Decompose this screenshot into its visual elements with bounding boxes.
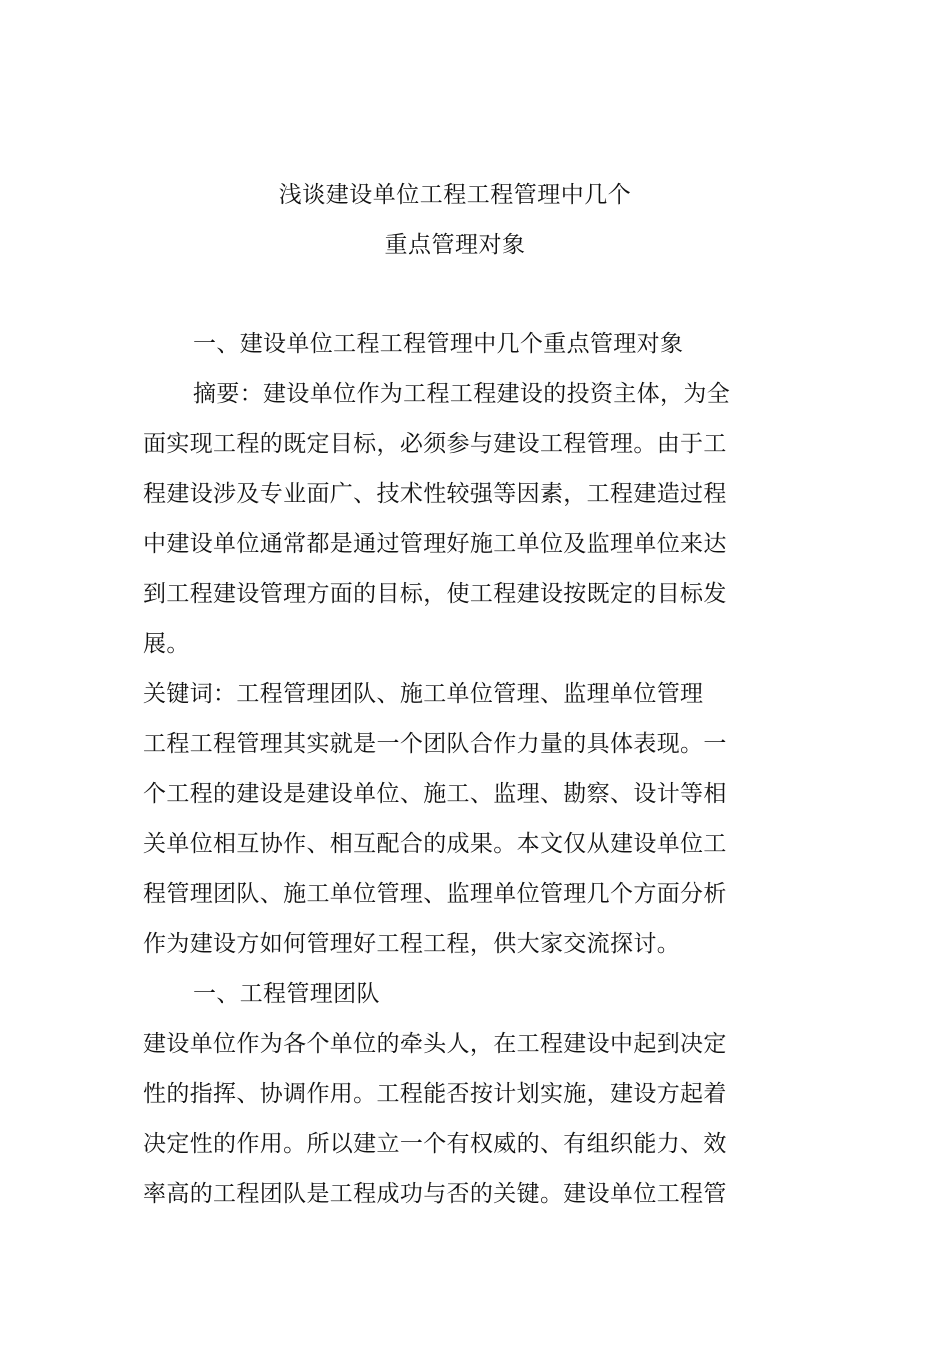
section-1-line: 性的指挥、协调作用。工程能否按计划实施，建设方起着	[143, 1081, 727, 1107]
abstract-line: 中建设单位通常都是通过管理好施工单位及监理单位来达	[143, 531, 727, 557]
abstract-line: 摘要：建设单位作为工程工程建设的投资主体，为全	[193, 381, 731, 407]
intro-line: 程管理团队、施工单位管理、监理单位管理几个方面分析	[143, 881, 727, 907]
keywords-line: 关键词：工程管理团队、施工单位管理、监理单位管理	[143, 681, 704, 707]
abstract-line: 程建设涉及专业面广、技术性较强等因素，工程建造过程	[143, 481, 727, 507]
section-1-line: 建设单位作为各个单位的牵头人，在工程建设中起到决定	[143, 1031, 727, 1057]
section-1-line: 率高的工程团队是工程成功与否的关键。建设单位工程管	[143, 1181, 727, 1207]
intro-line: 作为建设方如何管理好工程工程，供大家交流探讨。	[143, 931, 681, 957]
section-heading: 一、建设单位工程工程管理中几个重点管理对象	[193, 331, 684, 357]
document-title-line-2: 重点管理对象	[384, 232, 526, 258]
section-1-line: 决定性的作用。所以建立一个有权威的、有组织能力、效	[143, 1131, 727, 1157]
abstract-line: 面实现工程的既定目标，必须参与建设工程管理。由于工	[143, 431, 727, 457]
document-title-line-1: 浅谈建设单位工程工程管理中几个	[278, 182, 632, 208]
abstract-line: 到工程建设管理方面的目标，使工程建设按既定的目标发	[143, 581, 727, 607]
intro-line: 关单位相互协作、相互配合的成果。本文仅从建设单位工	[143, 831, 727, 857]
section-1-heading: 一、工程管理团队	[193, 981, 380, 1007]
abstract-line: 展。	[143, 631, 190, 657]
intro-line: 个工程的建设是建设单位、施工、监理、勘察、设计等相	[143, 781, 727, 807]
intro-line: 工程工程管理其实就是一个团队合作力量的具体表现。一	[143, 731, 727, 757]
